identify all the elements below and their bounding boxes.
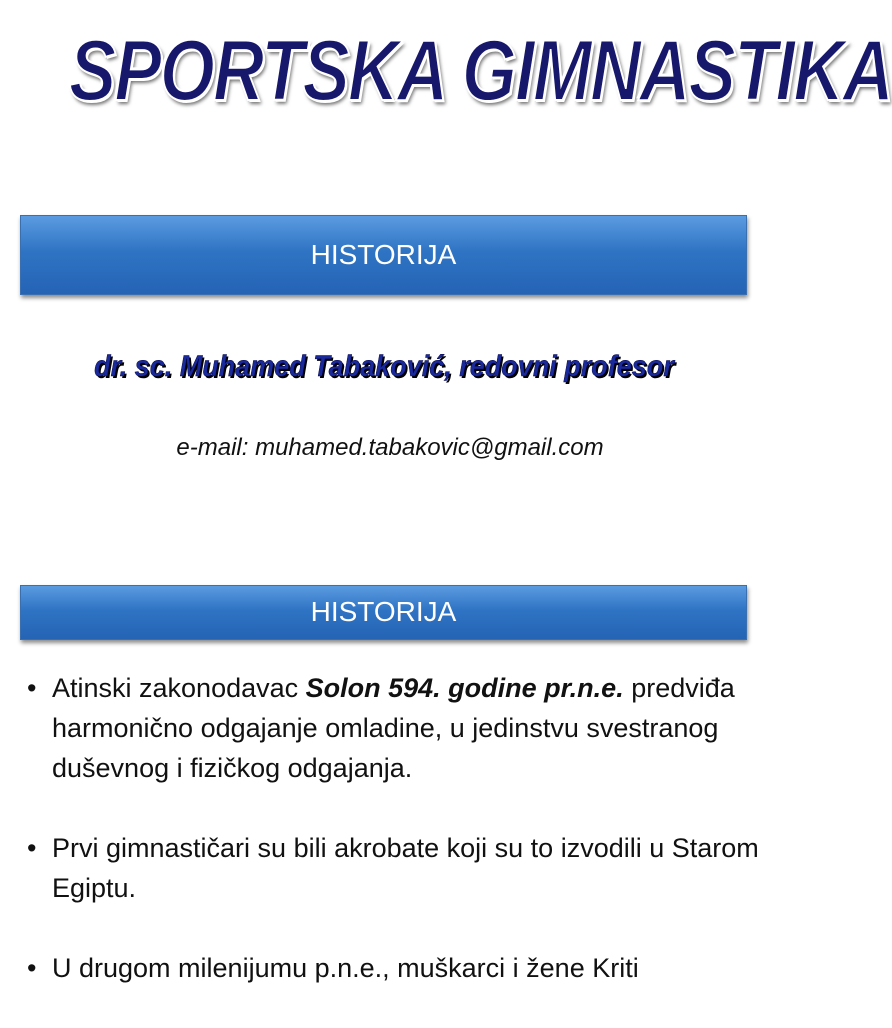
bullet-list <box>27 668 767 1028</box>
bullet-text-rest: predviđa harmonično odgajanje omladine, u jedinstvu svestranog duševnog i fizičkog odgajanja. <box>52 673 735 783</box>
bullet-dot: • <box>27 673 37 703</box>
bullet-item <box>27 828 767 908</box>
section-banner-historija-2: HISTORIJA <box>20 585 747 640</box>
section-banner-historija: HISTORIJA <box>20 215 747 295</box>
bullet-item <box>27 668 767 788</box>
bullet-text: Atinski zakonodavac <box>52 673 306 703</box>
author-line: dr. sc. Muhamed Tabaković, redovni profesor <box>94 350 674 383</box>
bullet-item <box>27 948 767 988</box>
author-email: e-mail: muhamed.tabakovic@gmail.com <box>176 434 604 461</box>
document-title: SPORTSKA GIMNASTIKA <box>69 23 892 119</box>
bullet-text: U drugom milenijumu p.n.e., muškarci i žene Kriti <box>52 953 639 983</box>
bullet-dot: • <box>27 953 37 983</box>
bullet-text: Prvi gimnastičari su bili akrobate koji su to izvodili u Starom Egiptu. <box>52 833 759 903</box>
bullet-emphasis: Solon 594. godine pr.n.e. <box>305 673 624 703</box>
bullet-dot: • <box>27 833 37 863</box>
